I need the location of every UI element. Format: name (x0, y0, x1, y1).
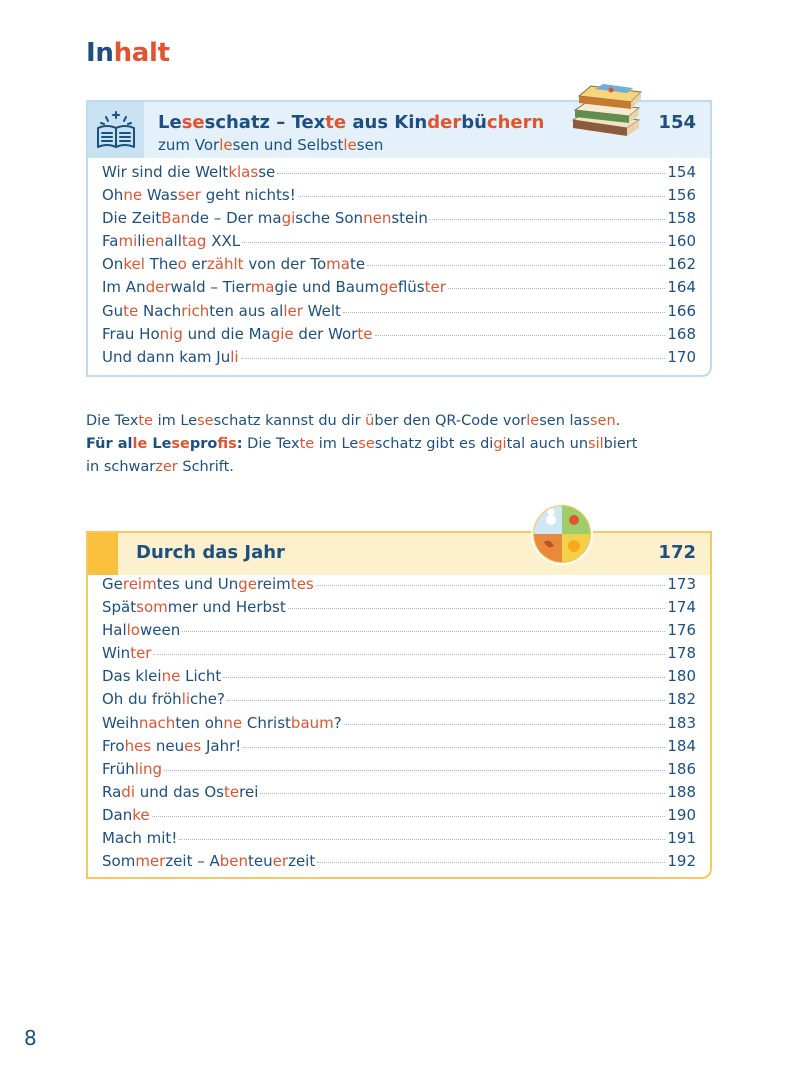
text-segment: Ra (102, 782, 122, 801)
text-segment: Fro (102, 736, 125, 755)
text-segment: zum Vor (158, 136, 220, 154)
section-tab-marker (88, 533, 118, 575)
text-segment: halt (113, 38, 170, 68)
toc-entry[interactable] (102, 255, 696, 278)
toc-entry[interactable] (102, 783, 696, 806)
toc-entry-title (102, 737, 241, 755)
toc-list (102, 163, 696, 371)
text-segment: Für al (86, 436, 133, 452)
text-segment: Oh du fröh (102, 690, 182, 709)
toc-entry[interactable] (102, 690, 696, 713)
dot-leader (375, 335, 666, 336)
text-segment: rich (181, 301, 210, 320)
dot-leader (317, 862, 665, 863)
section-durch-das-jahr (86, 531, 712, 879)
toc-entry-title (102, 806, 150, 824)
text-segment: ma (250, 278, 275, 297)
dot-leader (182, 631, 665, 632)
toc-entry-page: 191 (667, 829, 696, 848)
text-segment: The (144, 255, 178, 274)
text-segment: Was (142, 186, 178, 205)
toc-entry[interactable] (102, 714, 696, 737)
text-segment: er (186, 255, 207, 274)
text-segment: lo (126, 621, 140, 640)
text-segment: ween (140, 621, 181, 640)
text-segment: ü (365, 413, 375, 429)
text-segment: mi (118, 232, 138, 251)
text-segment: : (236, 436, 243, 452)
toc-entry-page: 166 (667, 301, 696, 320)
text-segment: Die Tex (242, 436, 300, 452)
text-segment: im Le (152, 413, 198, 429)
text-segment: ser (177, 186, 201, 205)
text-segment: Licht (180, 667, 222, 686)
text-segment: gi (281, 209, 296, 228)
dot-leader (367, 265, 665, 266)
text-segment: tes und Un (156, 575, 239, 593)
dot-leader (164, 770, 665, 771)
toc-entry[interactable] (102, 667, 696, 690)
toc-list (102, 575, 696, 875)
text-segment: bü (461, 112, 487, 133)
text-segment: On (102, 255, 124, 274)
text-segment: mer und Herbst (167, 598, 286, 617)
text-segment: ? (333, 713, 342, 732)
text-segment: ne (223, 713, 243, 732)
text-segment: pro (189, 436, 218, 452)
toc-entry-title (102, 667, 221, 685)
text-segment: kel (123, 255, 145, 274)
text-segment: te (349, 255, 366, 274)
text-segment: Wir sind die Welt (102, 163, 229, 181)
text-segment: Jahr! (201, 736, 242, 755)
text-segment: ben (219, 852, 249, 871)
text-segment: zeit – A (165, 852, 220, 871)
toc-entry-title (102, 232, 240, 250)
text-segment: Im An (102, 278, 146, 297)
text-segment: Das klei (102, 667, 162, 686)
dot-leader (223, 677, 665, 678)
toc-entry-title (102, 690, 225, 708)
dot-leader (241, 358, 666, 359)
text-segment: im Le (314, 436, 359, 452)
text-segment: Welt (302, 301, 341, 320)
text-segment: er (272, 852, 289, 871)
toc-entry-title (102, 209, 428, 227)
toc-entry-page: 173 (667, 575, 696, 593)
toc-entry[interactable] (102, 644, 696, 667)
text-segment: Fa (102, 232, 119, 251)
book-stack-icon (567, 80, 643, 142)
text-segment: li (181, 690, 191, 709)
text-segment: gie und Baum (274, 278, 380, 297)
text-segment: Ban (161, 209, 191, 228)
text-segment: mer (135, 852, 166, 871)
text-segment: reim (122, 575, 157, 593)
text-segment: baum (290, 713, 334, 732)
text-segment: rei (239, 782, 259, 801)
toc-entry[interactable] (102, 232, 696, 255)
text-segment: der Wor (293, 324, 358, 343)
page-number: 8 (24, 1026, 37, 1050)
toc-entry-title (102, 621, 180, 639)
text-segment: Früh (102, 759, 135, 778)
toc-entry-title (102, 325, 373, 343)
toc-entry-title (102, 278, 446, 296)
toc-entry[interactable] (102, 163, 696, 186)
toc-entry-title (102, 302, 341, 320)
text-segment: hes (124, 736, 152, 755)
toc-entry-page: 192 (667, 852, 696, 871)
text-segment: zählt (206, 255, 244, 274)
dot-leader (298, 196, 666, 197)
text-segment: klas (228, 163, 259, 181)
text-segment: zer (155, 459, 178, 475)
text-segment: te (138, 413, 153, 429)
text-segment: di (121, 782, 135, 801)
toc-entry-title (102, 255, 365, 273)
toc-entry-title (102, 714, 342, 732)
toc-entry-page: 184 (667, 736, 696, 755)
text-segment: Frau Ho (102, 324, 160, 343)
toc-entry-page: 154 (667, 163, 696, 181)
text-segment: In (86, 38, 114, 68)
section-title (158, 112, 544, 133)
toc-entry-page: 162 (667, 255, 696, 274)
toc-entry[interactable] (102, 278, 696, 301)
toc-entry[interactable] (102, 737, 696, 760)
dot-leader (316, 585, 666, 586)
text-segment: Dan (102, 805, 133, 824)
dot-leader (153, 654, 665, 655)
info-note-line (86, 410, 637, 433)
text-segment: Schrift. (177, 459, 234, 475)
section-page-number: 154 (658, 112, 696, 133)
text-segment: geht nichts! (200, 186, 296, 205)
dot-leader (243, 747, 665, 748)
text-segment: sil (588, 436, 604, 452)
toc-entry-title (102, 598, 286, 616)
toc-entry-title (102, 760, 162, 778)
info-note-line (86, 433, 637, 456)
text-segment: Le (147, 436, 172, 452)
info-note-line (86, 456, 637, 479)
text-segment: li (137, 232, 146, 251)
text-segment: te (357, 324, 373, 343)
text-segment: nen (363, 209, 392, 228)
text-segment: schatz – Tex (204, 112, 326, 133)
toc-entry-title (102, 163, 275, 181)
text-segment: Le (158, 112, 182, 133)
text-segment: se (358, 436, 375, 452)
section-page-number: 172 (658, 542, 696, 563)
toc-entry-page: 158 (667, 209, 696, 228)
text-segment: ma (326, 255, 350, 274)
text-segment: le (526, 413, 540, 429)
text-segment: le (343, 136, 357, 154)
text-segment: Win (102, 644, 131, 663)
toc-entry-title (102, 186, 296, 204)
text-segment: sen und Selbst (232, 136, 344, 154)
section-header (88, 533, 710, 575)
text-segment: all (164, 232, 182, 251)
text-segment: stein (391, 209, 428, 228)
text-segment: Ge (102, 575, 123, 593)
text-segment: sen (356, 136, 384, 154)
toc-entry-page: 180 (667, 667, 696, 686)
text-segment: Und dann kam Ju (102, 347, 231, 366)
text-segment: gie (270, 324, 294, 343)
text-segment: se (258, 163, 276, 181)
text-segment: ne (123, 186, 143, 205)
text-segment: Weih (102, 713, 139, 732)
text-segment: von der To (243, 255, 327, 274)
dot-leader (227, 700, 665, 701)
text-segment: sen las (539, 413, 590, 429)
toc-entry[interactable] (102, 325, 696, 348)
text-segment: te (123, 301, 139, 320)
dot-leader (343, 312, 665, 313)
text-segment: se (171, 436, 190, 452)
toc-entry-title (102, 829, 177, 847)
dot-leader (288, 608, 666, 609)
toc-entry-title (102, 644, 151, 662)
text-segment: biert (603, 436, 638, 452)
toc-entry[interactable] (102, 348, 696, 371)
section-title (136, 542, 285, 563)
text-segment: schatz kannst du dir (213, 413, 366, 429)
dot-leader (242, 242, 665, 243)
text-segment: neu (151, 736, 185, 755)
text-segment: der (145, 278, 171, 297)
info-note (86, 410, 637, 479)
dot-leader (152, 816, 666, 817)
text-segment: de – Der ma (190, 209, 282, 228)
text-segment: Oh (102, 186, 124, 205)
text-segment: gi (493, 436, 507, 452)
text-segment: wald – Tier (170, 278, 251, 297)
text-segment: es (184, 736, 202, 755)
toc-entry[interactable] (102, 829, 696, 852)
text-segment: tag (181, 232, 207, 251)
section-subtitle (158, 136, 383, 154)
text-segment: XXL (206, 232, 241, 251)
dot-leader (448, 288, 665, 289)
dot-leader (260, 793, 665, 794)
text-segment: te (325, 112, 347, 133)
text-segment: te (299, 436, 315, 452)
toc-entry[interactable] (102, 186, 696, 209)
text-segment: ter (424, 278, 446, 297)
toc-entry-title (102, 575, 314, 593)
text-segment: reim (256, 575, 291, 593)
toc-entry-page: 190 (667, 805, 696, 824)
dot-leader (179, 839, 665, 840)
page-title (86, 38, 170, 68)
text-segment: se (197, 413, 214, 429)
text-segment: en (145, 232, 165, 251)
toc-entry-title (102, 783, 258, 801)
text-segment: se (181, 112, 205, 133)
toc-entry-page: 178 (667, 644, 696, 663)
toc-entry-page: 160 (667, 232, 696, 251)
text-segment: ler (283, 301, 303, 320)
text-segment: chern (486, 112, 545, 133)
text-segment: ten oh (175, 713, 224, 732)
toc-entry[interactable] (102, 575, 696, 598)
text-segment: ne (161, 667, 181, 686)
text-segment: Spät (102, 598, 137, 617)
toc-entry-page: 182 (667, 690, 696, 709)
text-segment: der (427, 112, 462, 133)
text-segment: o (177, 255, 187, 274)
text-segment: sen (589, 413, 616, 429)
dot-leader (277, 173, 665, 174)
text-segment: le (132, 436, 148, 452)
text-segment: le (219, 136, 233, 154)
toc-entry-page: 188 (667, 782, 696, 801)
text-segment: ke (132, 805, 150, 824)
dot-leader (430, 219, 665, 220)
text-segment: Die Tex (86, 413, 139, 429)
text-segment: Die Zeit (102, 209, 162, 228)
toc-entry-title (102, 348, 239, 366)
text-segment: Hal (102, 621, 127, 640)
text-segment: sche Son (295, 209, 364, 228)
toc-entry[interactable] (102, 621, 696, 644)
dot-leader (344, 724, 666, 725)
text-segment: Nach (138, 301, 182, 320)
text-segment: Christ (242, 713, 291, 732)
text-segment: flüs (397, 278, 425, 297)
toc-entry[interactable] (102, 806, 696, 829)
text-segment: ling (134, 759, 163, 778)
text-segment: ge (379, 278, 398, 297)
text-segment: ten aus al (209, 301, 284, 320)
text-segment: aus Kin (346, 112, 428, 133)
toc-entry-page: 168 (667, 324, 696, 343)
text-segment: und das Os (135, 782, 224, 801)
text-segment: ter (130, 644, 152, 663)
toc-entry-page: 186 (667, 759, 696, 778)
toc-entry[interactable] (102, 209, 696, 232)
text-segment: Durch das Jahr (136, 542, 285, 563)
text-segment: schatz gibt es di (374, 436, 494, 452)
text-segment: teu (248, 852, 273, 871)
text-segment: tes (290, 575, 314, 593)
text-segment: Gu (102, 301, 124, 320)
toc-entry-page: 170 (667, 347, 696, 366)
text-segment: che? (190, 690, 225, 709)
text-segment: in schwar (86, 459, 156, 475)
text-segment: zeit (288, 852, 316, 871)
text-segment: ber den QR-Code vor (374, 413, 527, 429)
text-segment: nig (159, 324, 183, 343)
text-segment: . (615, 413, 621, 429)
toc-entry[interactable] (102, 598, 696, 621)
text-segment: Mach mit! (102, 829, 178, 848)
text-segment: te (224, 782, 240, 801)
open-book-sparkle-icon (88, 102, 144, 158)
toc-entry-page: 164 (667, 278, 696, 297)
toc-entry[interactable] (102, 852, 696, 875)
four-seasons-circle-icon (530, 502, 594, 566)
text-segment: ge (238, 575, 257, 593)
toc-entry-page: 183 (667, 713, 696, 732)
toc-entry-page: 174 (667, 598, 696, 617)
text-segment: li (230, 347, 239, 366)
toc-entry-page: 156 (667, 186, 696, 205)
toc-entry-page: 176 (667, 621, 696, 640)
text-segment: und die Ma (182, 324, 271, 343)
text-segment: Som (102, 852, 136, 871)
text-segment: fis (217, 436, 237, 452)
toc-entry-title (102, 852, 315, 870)
text-segment: tal auch un (506, 436, 589, 452)
text-segment: nach (138, 713, 176, 732)
toc-entry[interactable] (102, 760, 696, 783)
text-segment: som (136, 598, 168, 617)
toc-entry[interactable] (102, 302, 696, 325)
